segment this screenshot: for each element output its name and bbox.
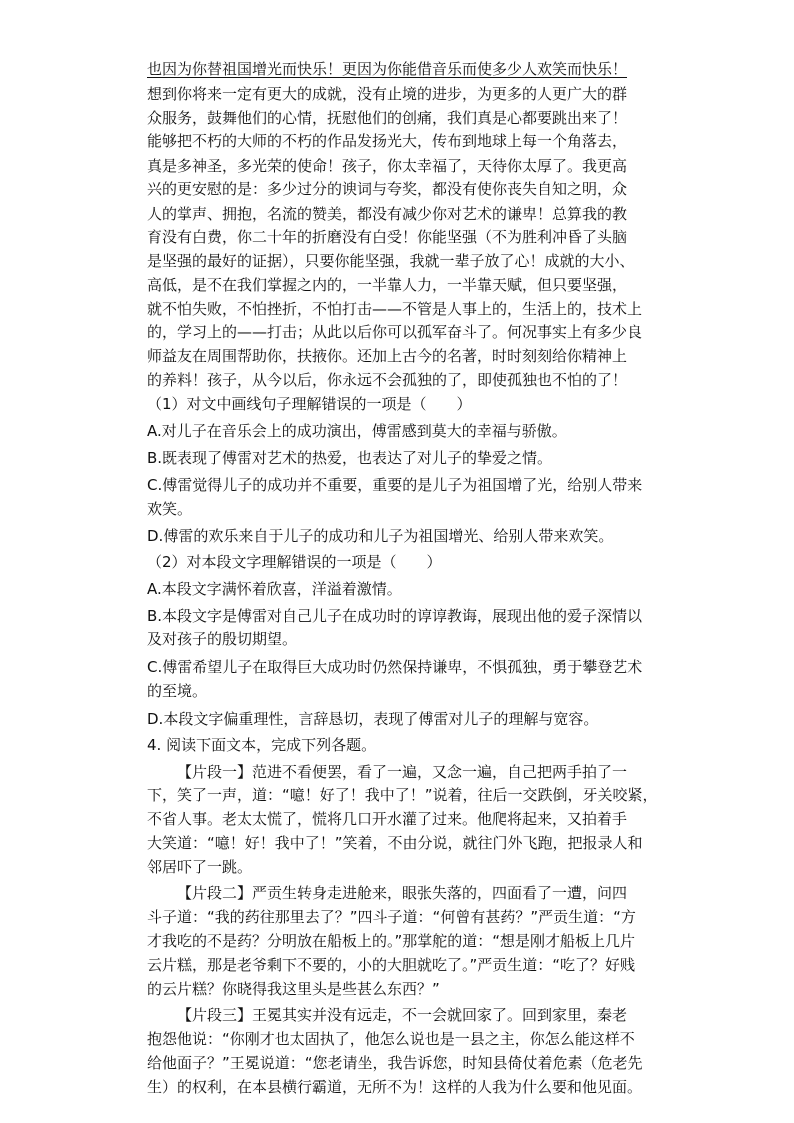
question-stem: （2）对本段文字理解错误的一项是（ ） [147, 553, 442, 571]
fragment-line: 【片段二】严贡生转身走进舱来，眼张失落的，四面看了一遭，问四 [177, 884, 628, 902]
fragment-line: 抱怨他说：“你刚才也太固执了，他怎么说也是一县之主，你怎么能这样不 [147, 1030, 635, 1048]
option-line: 欢笑。 [147, 500, 193, 518]
passage-line: 众服务，鼓舞他们的心情，抚慰他们的创痛，我们真是心都要跳出来了！ [147, 109, 628, 127]
option-line: B.本段文字是傅雷对自己儿子在成功时的谆谆教诲，展现出他的爱子深情以 [147, 607, 643, 625]
passage-line: 想到你将来一定有更大的成就，没有止境的进步，为更多的人更广大的群 [147, 85, 628, 103]
question-heading: 4. 阅读下面文本，完成下列各题。 [147, 736, 377, 754]
option-line: 的至境。 [147, 682, 208, 700]
fragment-line: 的云片糕？你晓得我这里头是些甚么东西？” [147, 980, 440, 998]
option-line: A.本段文字满怀着欣喜，洋溢着激情。 [147, 580, 402, 598]
fragment-line: 不省人事。老太太慌了，慌将几口开水灌了过来。他爬将起来，又拍着手 [147, 810, 628, 828]
passage-line: 兴的更安慰的是：多少过分的谀词与夸奖，都没有使你丧失自知之明，众 [147, 180, 628, 198]
question-stem: （1）对文中画线句子理解错误的一项是（ ） [147, 395, 472, 413]
option-line: B.既表现了傅雷对艺术的热爱，也表达了对儿子的挚爱之情。 [147, 449, 553, 467]
passage-line: 就不怕失败，不怕挫折，不怕打击——不管是人事上的，生活上的，技术上 [147, 300, 643, 318]
passage-line: 的养料！孩子，从今以后，你永远不会孤独的了，即使孤独也不怕的了！ [147, 371, 628, 389]
passage-line: 的，学习上的——打击；从此以后你可以孤军奋斗了。何况事实上有多少良 [147, 323, 643, 341]
passage-line: 人的掌声、拥抱，名流的赞美，都没有减少你对艺术的谦卑！总算我的教 [147, 205, 628, 223]
passage-line: 也因为你替祖国增光而快乐！更因为你能借音乐而使多少人欢笑而快乐！ [147, 60, 628, 78]
fragment-line: 大笑道：“噫！好！我中了！”笑着，不由分说，就往门外飞跑，把报录人和 [147, 834, 643, 852]
passage-line: 能够把不朽的大师的不朽的作品发扬光大，传布到地球上每一个角落去， [147, 132, 628, 150]
fragment-line: 云片糕，那是老爷剩下不要的，小的大胆就吃了。”严贡生道：“吃了？好贱 [147, 956, 636, 974]
option-line: A.对儿子在音乐会上的成功演出，傅雷感到莫大的幸福与骄傲。 [147, 422, 567, 440]
option-line: C.傅雷希望儿子在取得巨大成功时仍然保持谦卑，不惧孤独，勇于攀登艺术 [147, 658, 643, 676]
passage-line: 是坚强的最好的证据），只要你能坚强，我就一辈子放了心！成就的大小、 [147, 252, 635, 270]
fragment-line: 才我吃的不是药？分明放在船板上的。”那掌舵的道：“想是刚才船板上几片 [147, 932, 636, 950]
fragment-line: 斗子道：“我的药往那里去了？”四斗子道：“何曾有甚药？”严贡生道：“方 [147, 908, 636, 926]
fragment-line: 下，笑了一声，道：“噫！好了！我中了！”说着，往后一交跌倒，牙关咬紧， [147, 786, 658, 804]
option-line: D.本段文字偏重理性，言辞恳切，表现了傅雷对儿子的理解与宽容。 [147, 710, 599, 728]
option-line: C.傅雷觉得儿子的成功并不重要，重要的是儿子为祖国增了光，给别人带来 [147, 476, 643, 494]
fragment-line: 给他面子？”王冕说道：“您老请坐，我告诉您，时知县倚仗着危素（危老先 [147, 1054, 643, 1072]
passage-line: 师益友在周围帮助你，扶掖你。还加上古今的名著，时时刻刻给你精神上 [147, 347, 628, 365]
option-line: 及对孩子的殷切期望。 [147, 630, 298, 648]
fragment-line: 【片段三】王冕其实并没有远走，不一会就回家了。回到家里，秦老 [177, 1006, 628, 1024]
fragment-line: 生）的权利，在本县横行霸道，无所不为！这样的人我为什么要和他见面。 [147, 1078, 643, 1096]
passage-line: 真是多神圣，多光荣的使命！孩子，你太幸福了，天待你太厚了。我更高 [147, 157, 628, 175]
option-line: D.傅雷的欢乐来自于儿子的成功和儿子为祖国增光、给别人带来欢笑。 [147, 527, 614, 545]
passage-line: 育没有白费，你二十年的折磨没有白受！你能坚强（不为胜利冲昏了头脑 [147, 228, 628, 246]
fragment-line: 【片段一】范进不看便罢，看了一遍，又念一遍，自己把两手拍了一 [177, 763, 628, 781]
passage-line: 高低，是不在我们掌握之内的，一半靠人力，一半靠天赋，但只要坚强， [147, 276, 628, 294]
fragment-line: 邻居吓了一跳。 [147, 858, 253, 876]
